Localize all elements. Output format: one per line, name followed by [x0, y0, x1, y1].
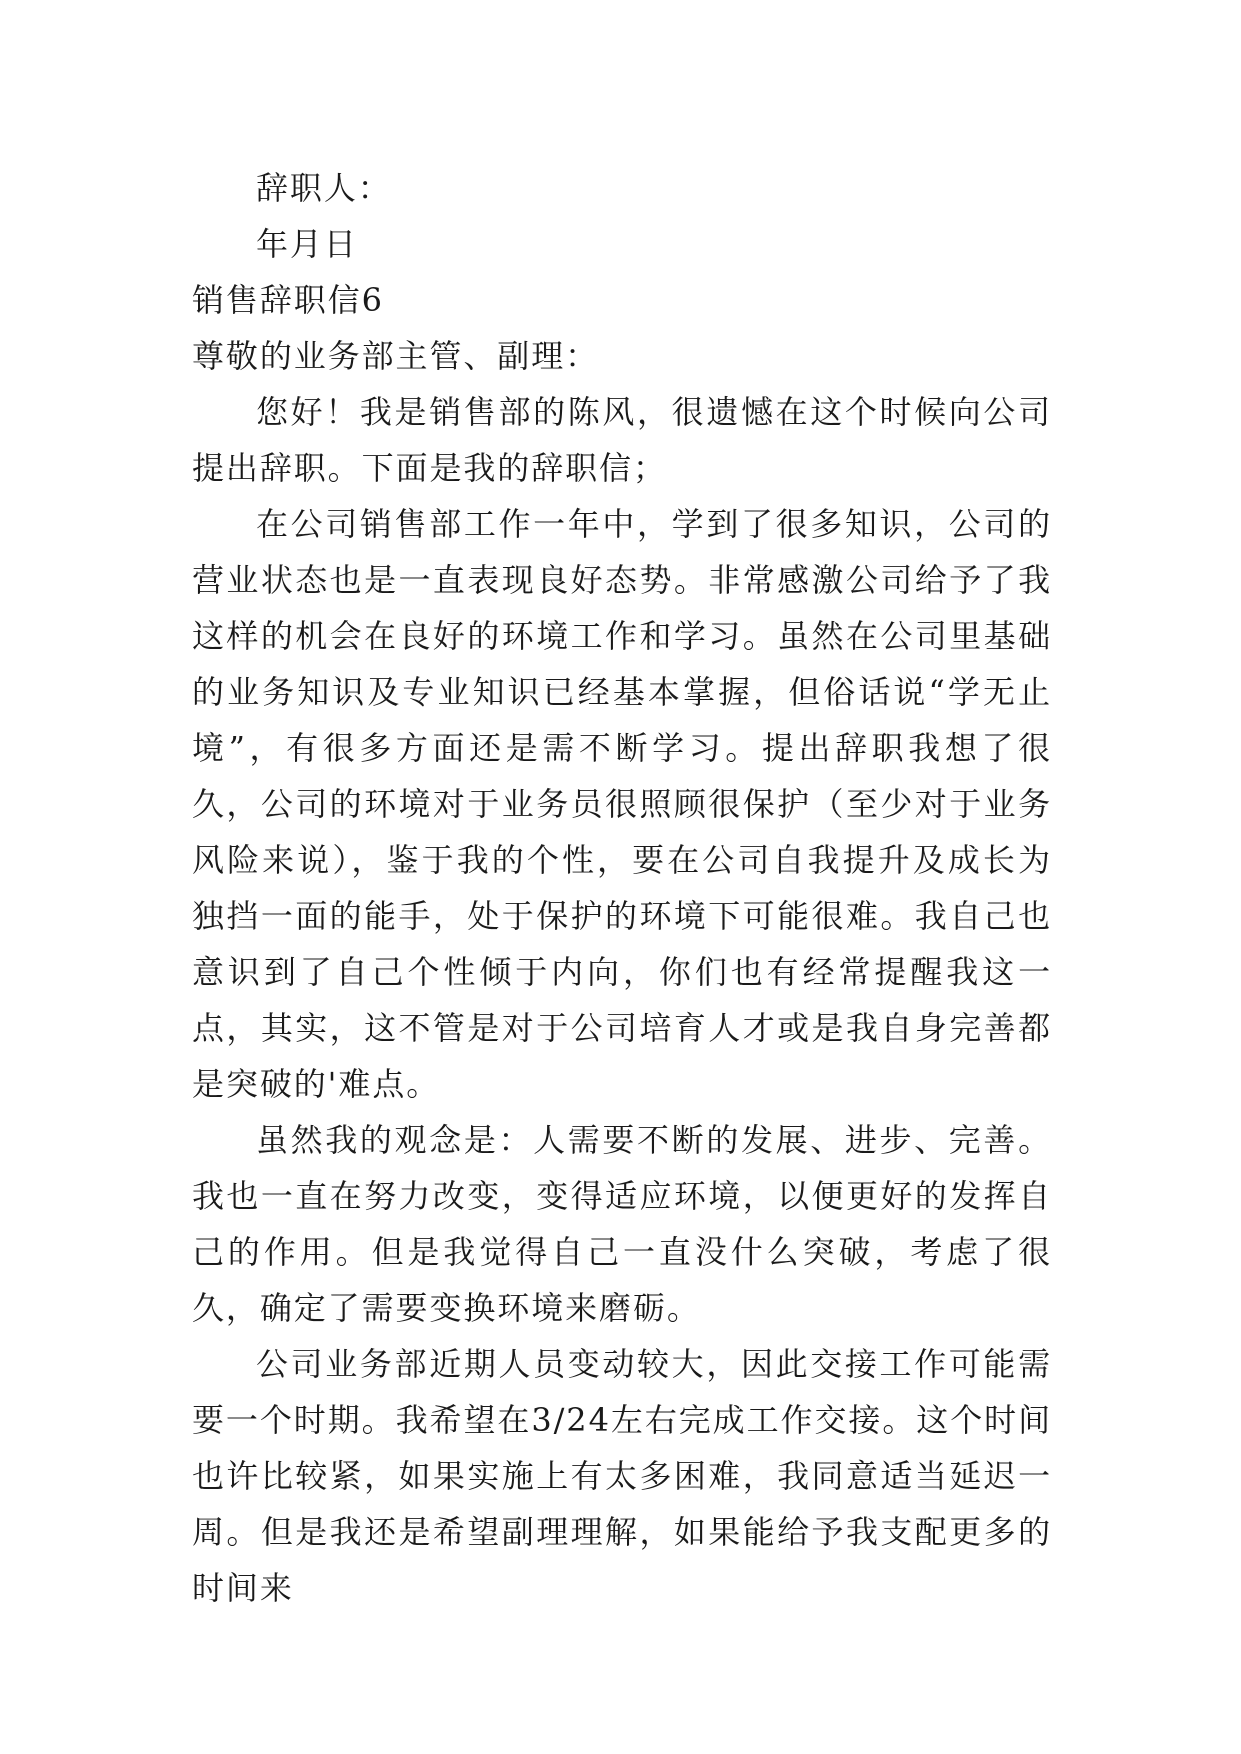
salutation: 尊敬的业务部主管、副理：	[192, 337, 600, 375]
date-label: 年月日	[256, 225, 358, 263]
document-body	[192, 160, 1052, 1616]
paragraph-outlook: 虽然我的观念是：人需要不断的发展、进步、完善。我也一直在努力改变，变得适应环境，以便更好的发挥自己的作用。但是我觉得自己一直没什么突破，考虑了很久，确定了需要变换环境来磨砺。	[192, 1121, 1052, 1327]
paragraph-greeting: 您好！我是销售部的陈风，很遗憾在这个时候向公司提出辞职。下面是我的辞职信；	[192, 393, 1052, 487]
paragraph-handover: 公司业务部近期人员变动较大，因此交接工作可能需要一个时期。我希望在3/24左右完成工作交接。这个时间也许比较紧，如果实施上有太多困难，我同意适当延迟一周。但是我还是希望副理理解，如果能给予我支配更多的时间来	[192, 1345, 1052, 1607]
paragraph-reason: 在公司销售部工作一年中，学到了很多知识，公司的营业状态也是一直表现良好态势。非常感激公司给予了我这样的机会在良好的环境工作和学习。虽然在公司里基础的业务知识及专业知识已经基本掌握，但俗话说“学无止境”，有很多方面还是需不断学习。提出辞职我想了很久，公司的环境对于业务员很照顾很保护（至少对于业务风险来说），鉴于我的个性，要在公司自我提升及成长为独挡一面的能手，处于保护的环境下可能很难。我自己也意识到了自己个性倾于内向，你们也有经常提醒我这一点，其实，这不管是对于公司培育人才或是我自身完善都是突破的'难点。	[192, 505, 1052, 1103]
letter-title: 销售辞职信6	[192, 281, 384, 319]
signature-label: 辞职人：	[256, 169, 392, 207]
